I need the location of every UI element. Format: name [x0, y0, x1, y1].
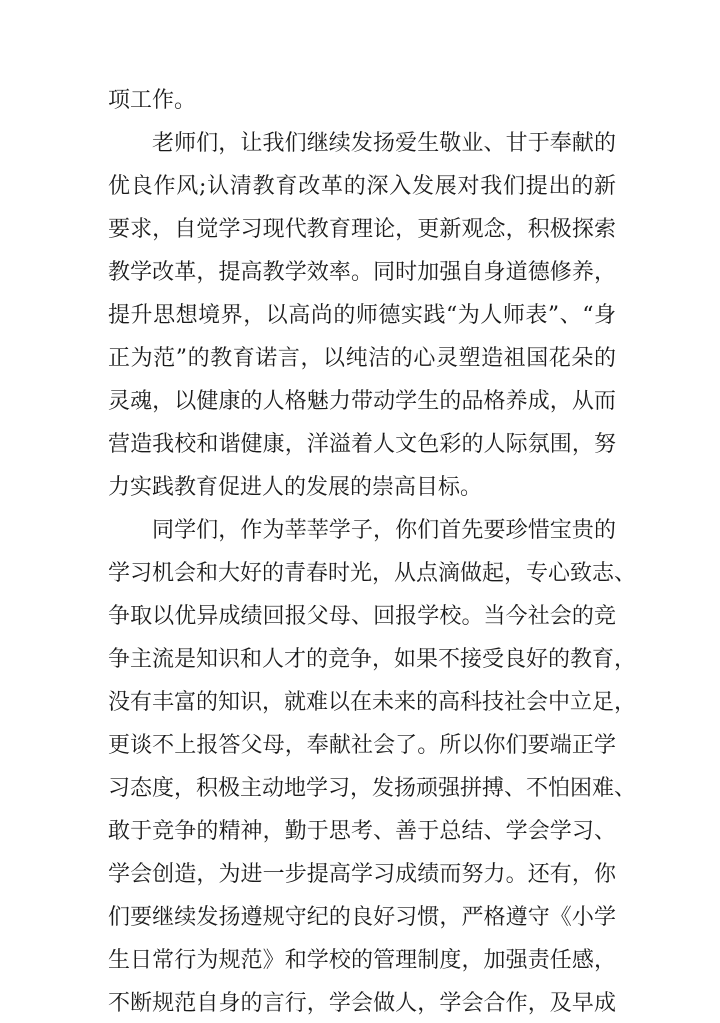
text-line: 敢于竞争的精神，勤于思考、善于总结、学会学习、	[108, 819, 616, 844]
text-line: 项工作。	[108, 88, 197, 113]
text-line: 要求，自觉学习现代教育理论，更新观念，积极探索	[108, 217, 616, 242]
text-line: 争主流是知识和人才的竞争，如果不接受良好的教育，	[108, 647, 637, 672]
text-line: 学习机会和大好的青春时光，从点滴做起，专心致志、	[108, 561, 637, 586]
text-line: 提升思想境界，以高尚的师德实践“为人师表”、“身	[108, 303, 616, 328]
text-line: 老师们，让我们继续发扬爱生敬业、甘于奉献的	[152, 131, 616, 156]
text-line: 生日常行为规范》和学校的管理制度，加强责任感，	[108, 948, 616, 973]
text-line: 同学们，作为莘莘学子，你们首先要珍惜宝贵的	[152, 518, 616, 543]
text-line: 们要继续发扬遵规守纪的良好习惯，严格遵守《小学	[108, 905, 616, 930]
text-line: 力实践教育促进人的发展的崇高目标。	[108, 475, 483, 500]
text-line: 更谈不上报答父母，奉献社会了。所以你们要端正学	[108, 733, 616, 758]
text-line: 优良作风;认清教育改革的深入发展对我们提出的新	[108, 174, 616, 199]
text-line: 教学改革，提高教学效率。同时加强自身道德修养，	[108, 260, 616, 285]
text-line: 争取以优异成绩回报父母、回报学校。当今社会的竞	[108, 604, 616, 629]
text-line: 营造我校和谐健康，洋溢着人文色彩的人际氛围，努	[108, 432, 616, 457]
text-line: 灵魂，以健康的人格魅力带动学生的品格养成，从而	[108, 389, 616, 414]
text-line: 不断规范自身的言行，学会做人，学会合作，及早成	[108, 991, 616, 1016]
text-line: 习态度，积极主动地学习，发扬顽强拼搏、不怕困难、	[108, 776, 637, 801]
text-line: 没有丰富的知识，就难以在未来的高科技社会中立足，	[108, 690, 637, 715]
text-line: 学会创造，为进一步提高学习成绩而努力。还有，你	[108, 862, 616, 887]
text-line: 正为范”的教育诺言，以纯洁的心灵塑造祖国花朵的	[108, 346, 616, 371]
